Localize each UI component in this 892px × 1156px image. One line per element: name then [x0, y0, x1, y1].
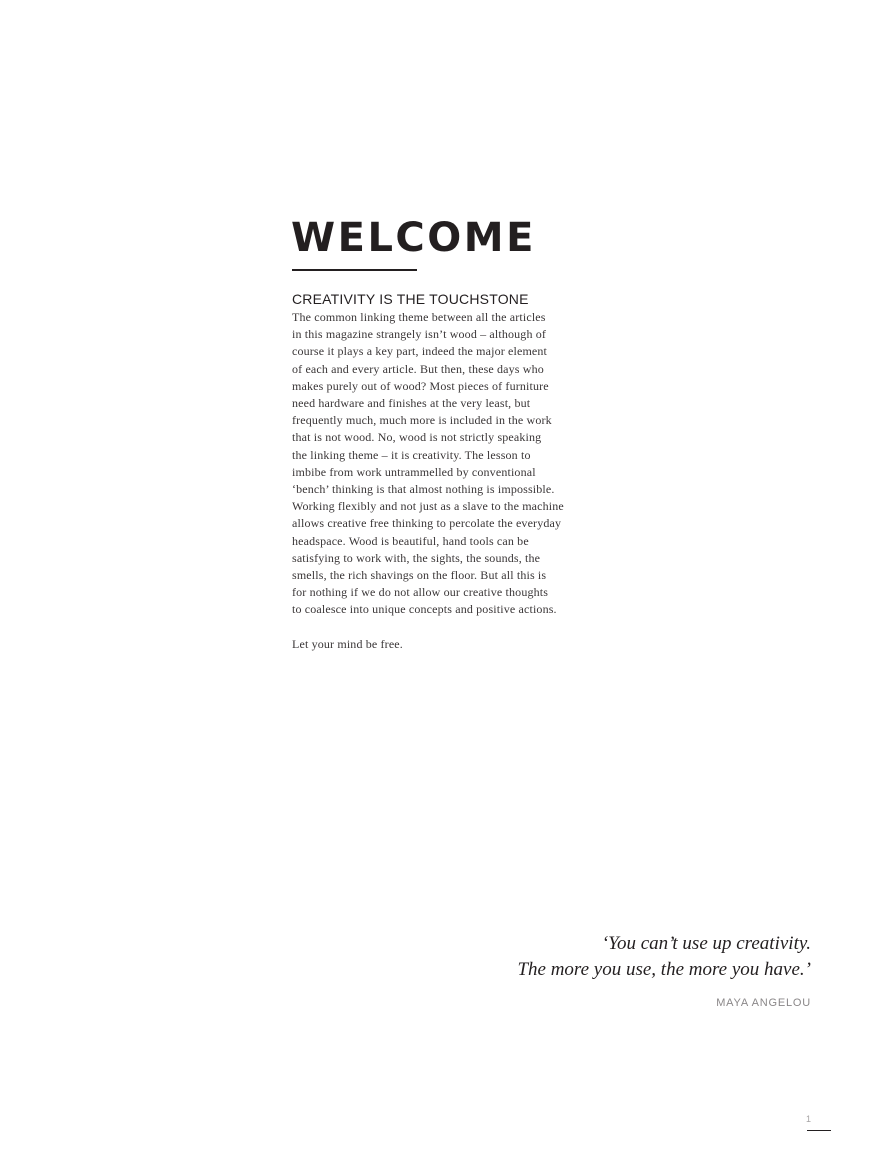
body-line: ‘bench’ thinking is that almost nothing is impossible. — [292, 482, 555, 497]
body-line: the linking theme – it is creativity. The lesson to — [292, 447, 531, 462]
body-line: in this magazine strangely isn’t wood – although of — [292, 327, 547, 342]
quote-line: ‘You can’t use up creativity. — [601, 933, 811, 954]
page-number: 1 — [806, 1114, 812, 1124]
body-line: of each and every article. But then, these days who — [292, 361, 544, 376]
body-line: course it plays a key part, indeed the major element — [292, 344, 548, 359]
body-line: frequently much, much more is included in the work — [292, 413, 552, 428]
body-line: The common linking theme between all the articles — [292, 310, 546, 324]
page-number-rule — [807, 1130, 831, 1131]
quote-line: The more you use, the more you have.’ — [517, 959, 811, 980]
section-subtitle: CREATIVITY IS THE TOUCHSTONE — [292, 291, 529, 307]
body-line: satisfying to work with, the sights, the sounds, the — [292, 550, 541, 565]
body-line: to coalesce into unique concepts and positive actions. — [292, 602, 557, 617]
body-line: smells, the rich shavings on the floor. But all this is — [292, 568, 547, 583]
body-line: allows creative free thinking to percolate the everyday — [292, 516, 562, 531]
pull-quote — [517, 931, 811, 983]
body-line: imbibe from work untrammelled by conventional — [292, 464, 536, 479]
quote-attribution: MAYA ANGELOU — [716, 997, 811, 1009]
page-title: WELCOME — [291, 215, 536, 261]
body-line: need hardware and finishes at the very least, but — [292, 396, 531, 411]
body-line: for nothing if we do not allow our creative thoughts — [292, 585, 549, 600]
body-line: makes purely out of wood? Most pieces of furniture — [292, 378, 549, 393]
body-line: Working flexibly and not just as a slave to the machine — [292, 499, 564, 514]
body-paragraph — [292, 309, 592, 653]
closing-line: Let your mind be free. — [292, 636, 403, 651]
title-underline-rule — [292, 269, 417, 271]
body-line: headspace. Wood is beautiful, hand tools can be — [292, 533, 529, 548]
body-line: that is not wood. No, wood is not strictly speaking — [292, 430, 542, 445]
